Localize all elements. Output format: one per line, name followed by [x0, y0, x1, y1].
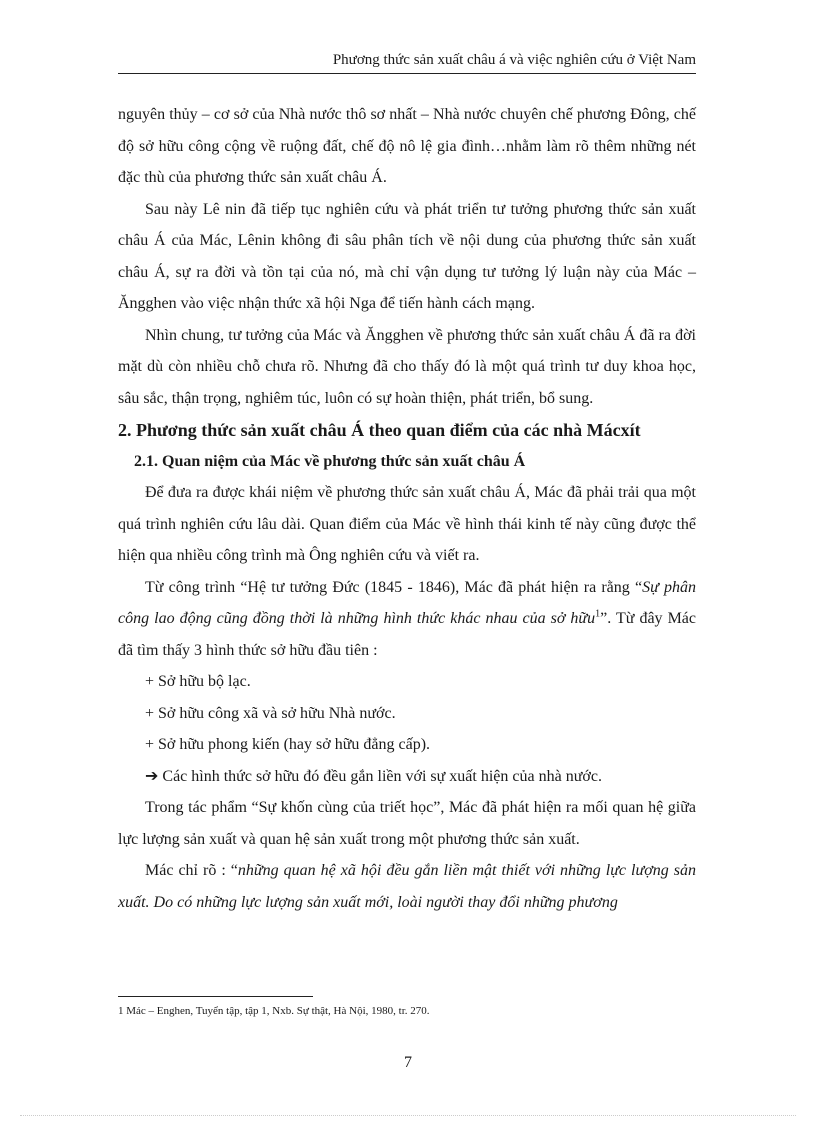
paragraph [118, 855, 696, 918]
text-run: Mác chỉ rõ : “ [145, 862, 238, 879]
list-item: + Sở hữu bộ lạc. [145, 673, 251, 690]
quote-italic: Sự phân công lao động cũng đồng thời là những hình thức khác nhau của sở hữu [118, 578, 696, 627]
paragraph: Trong tác phẩm “Sự khốn cùng của triết học”, Mác đã phát hiện ra mối quan hệ giữa lực lượng sản xuất và quan hệ sản xuất trong một phương thức sản xuất. [118, 799, 696, 848]
page-edge-divider [20, 1115, 796, 1116]
paragraph: Để đưa ra được khái niệm về phương thức sản xuất châu Á, Mác đã phải trải qua một quá trình nghiên cứu lâu dài. Quan điểm của Mác về hình thái kinh tế này cũng được thể hiện qua nhiều công trình mà Ông nghiên cứu và viết ra. [118, 484, 696, 564]
text-run: Từ công trình “Hệ tư tưởng Đức (1845 - 1846), Mác đã phát hiện ra rằng “ [145, 578, 643, 596]
text-run: ”. Từ đây Mác đã tìm thấy 3 hình thức sở hữu đầu tiên : [118, 610, 697, 659]
footnote-ref: 1 [595, 608, 601, 620]
header-rule [118, 73, 696, 74]
page-number: 7 [404, 1054, 412, 1071]
list-item: + Sở hữu công xã và sở hữu Nhà nước. [145, 704, 396, 722]
running-header: Phương thức sản xuất châu á và việc nghiên cứu ở Việt Nam [332, 52, 696, 68]
paragraph: Sau này Lê nin đã tiếp tục nghiên cứu và phát triển tư tưởng phương thức sản xuất châu Á của Mác, Lênin không đi sâu phân tích về nội dung của phương thức sản xuất châu Á, sự ra đời và tồn tại của nó, mà chỉ vận dụng tư tưởng lý luận này của Mác – Ăngghen vào việc nhận thức xã hội Nga để tiến hành cách mạng. [118, 200, 696, 312]
list-item: ➔ Các hình thức sở hữu đó đều gắn liền với sự xuất hiện của nhà nước. [145, 767, 602, 785]
footnote: 1 Mác – Enghen, Tuyển tập, tập 1, Nxb. Sự thật, Hà Nội, 1980, tr. 270. [118, 1005, 430, 1017]
section-heading: 2. Phương thức sản xuất châu Á theo quan điểm của các nhà Mácxít [118, 420, 641, 440]
paragraph: nguyên thủy – cơ sở của Nhà nước thô sơ nhất – Nhà nước chuyên chế phương Đông, chế độ sở hữu công cộng về ruộng đất, chế độ nô lệ gia đình…nhằm làm rõ thêm những nét đặc thù của phương thức sản xuất châu Á. [118, 106, 696, 186]
quote-italic: những quan hệ xã hội đều gắn liền mật thiết với những lực lượng sản xuất. Do có những lực lượng sản xuất mới, loài người thay đổi những phương [118, 862, 696, 911]
footnote-rule [118, 996, 313, 997]
subsection-heading: 2.1. Quan niệm của Mác về phương thức sản xuất châu Á [134, 453, 526, 470]
list-item: + Sở hữu phong kiến (hay sở hữu đẳng cấp). [145, 736, 431, 753]
paragraph: Nhìn chung, tư tưởng của Mác và Ăngghen về phương thức sản xuất châu Á đã ra đời mặt dù còn nhiều chỗ chưa rõ. Nhưng đã cho thấy đó là một quá trình tư duy khoa học, sâu sắc, thận trọng, nghiêm túc, luôn có sự hoàn thiện, phát triển, bổ sung. [118, 326, 696, 407]
body-text [118, 99, 696, 918]
paragraph [118, 572, 696, 667]
